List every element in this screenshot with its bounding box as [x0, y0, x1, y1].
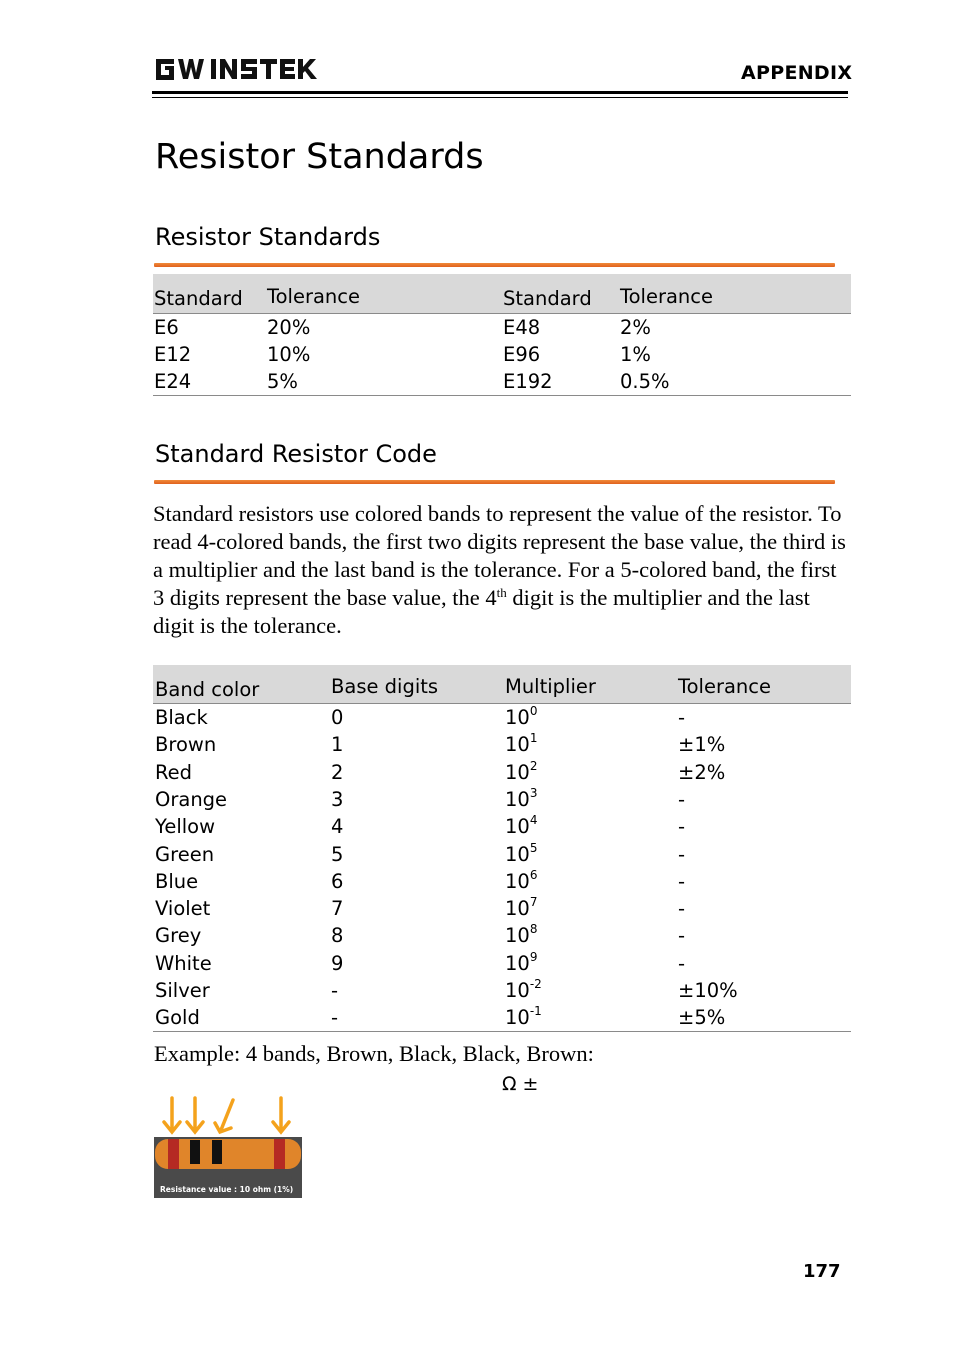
- standards-heading: Resistor Standards: [155, 223, 381, 251]
- multiplier-cell: [505, 758, 538, 784]
- tolerance-cell: -: [678, 706, 686, 729]
- band-color-cell: Brown: [155, 733, 217, 757]
- multiplier-cell: [505, 785, 538, 811]
- header-rule-thin: [152, 97, 848, 98]
- band-color-cell: Silver: [155, 979, 210, 1002]
- base-digit-cell: 1: [331, 733, 344, 757]
- column-header: Standard: [154, 287, 243, 310]
- table-cell: 20%: [267, 316, 311, 339]
- table-header: [153, 274, 851, 314]
- table-cell: 5%: [267, 370, 298, 393]
- multiplier-cell: [505, 924, 537, 947]
- resistor-caption: Resistance value : 10 ohm (1%): [160, 1185, 294, 1194]
- multiplier-cell: [505, 897, 537, 920]
- table-cell: 0.5%: [620, 370, 670, 393]
- multiplier-exponent: -1: [529, 1004, 542, 1019]
- tolerance-cell: -: [678, 869, 686, 893]
- table-cell: 1%: [620, 343, 651, 366]
- band-color-cell: Red: [155, 760, 193, 784]
- table-cell: E24: [154, 370, 192, 393]
- tolerance-cell: -: [678, 787, 686, 811]
- multiplier-cell: [505, 1006, 542, 1029]
- gw-instek-logo: [154, 56, 324, 82]
- table-cell: E192: [503, 370, 553, 393]
- multiplier-exponent: 7: [529, 895, 538, 910]
- band-color-cell: Black: [155, 706, 208, 729]
- multiplier-base: 10: [505, 706, 530, 729]
- multiplier-base: 10: [505, 979, 530, 1002]
- base-digit-cell: 4: [331, 815, 344, 839]
- multiplier-exponent: 0: [529, 704, 538, 718]
- page-number: 177: [803, 1261, 841, 1282]
- multiplier-exponent: 4: [529, 813, 538, 828]
- base-digit-cell: 6: [331, 869, 344, 893]
- tolerance-cell: -: [678, 842, 686, 866]
- band-color-cell: Violet: [155, 897, 211, 921]
- multiplier-base: 10: [505, 787, 530, 811]
- base-digit-cell: 9: [331, 951, 344, 975]
- multiplier-exponent: 9: [529, 949, 538, 964]
- multiplier-base: 10: [505, 733, 530, 757]
- example-text: Example: 4 bands, Brown, Black, Black, Brown:: [154, 1041, 594, 1066]
- band-color-cell: Green: [155, 842, 215, 866]
- multiplier-exponent: 5: [529, 840, 538, 855]
- example-result: Ω ±: [502, 1073, 539, 1095]
- tolerance-cell: ±2%: [678, 760, 726, 784]
- table-cell: 10%: [267, 343, 311, 366]
- multiplier-exponent: 6: [529, 867, 538, 882]
- multiplier-base: 10: [505, 1006, 530, 1030]
- multiplier-base: 10: [505, 869, 530, 893]
- multiplier-exponent: 1: [529, 731, 538, 746]
- table-cell: E96: [503, 343, 541, 366]
- band-color-cell: Yellow: [155, 815, 216, 839]
- multiplier-exponent: 2: [529, 758, 538, 773]
- base-digit-cell: 0: [331, 706, 344, 729]
- resistor-code-heading: Standard Resistor Code: [155, 440, 437, 468]
- tolerance-cell: -: [678, 951, 686, 975]
- tolerance-cell: -: [678, 924, 686, 948]
- multiplier-exponent: -2: [529, 977, 542, 991]
- multiplier-base: 10: [505, 842, 530, 866]
- standards-table: [153, 274, 851, 398]
- base-digit-cell: 3: [331, 787, 344, 811]
- table-bottom-rule: [153, 1031, 851, 1032]
- multiplier-cell: [505, 815, 537, 838]
- base-digit-cell: 8: [331, 924, 344, 948]
- tolerance-cell: -: [678, 897, 686, 921]
- band-color-cell: Blue: [155, 869, 199, 893]
- band-color-cell: White: [155, 951, 212, 975]
- base-digit-cell: 2: [331, 760, 344, 784]
- multiplier-cell: [505, 706, 537, 729]
- column-header: Band color: [155, 678, 260, 701]
- multiplier-exponent: 8: [529, 922, 538, 937]
- paragraph-text: Standard resistors use colored bands to represent the value of the resistor. To read 4-colored bands, the first two digits represent the base value, the third is a multiplier and the last band is the tolerance. For a 5-colored band, the first 3 digits represent the base value, the 4: [153, 501, 846, 610]
- table-cell: E6: [154, 316, 179, 339]
- base-digit-cell: 5: [331, 842, 344, 866]
- column-header: Multiplier: [505, 675, 596, 698]
- band-color-cell: Grey: [155, 924, 202, 948]
- multiplier-base: 10: [505, 924, 530, 948]
- band-color-table: [153, 665, 851, 1035]
- paragraph-text: digit is the multiplier and the last digit is the tolerance.: [153, 585, 810, 638]
- band-color-cell: Orange: [155, 787, 228, 811]
- table-cell: E12: [154, 343, 192, 366]
- orange-divider: [154, 263, 835, 267]
- multiplier-cell: [505, 867, 538, 893]
- column-header: Tolerance: [267, 285, 360, 308]
- ordinal-suffix: th: [496, 585, 507, 600]
- table-cell: E48: [503, 316, 541, 339]
- column-header: Base digits: [331, 675, 439, 698]
- resistor-code-paragraph: [153, 500, 853, 640]
- base-digit-cell: 7: [331, 897, 344, 921]
- page-title: Resistor Standards: [155, 137, 484, 177]
- tolerance-cell: -: [678, 815, 686, 839]
- base-digit-cell: -: [331, 979, 339, 1002]
- band-color-cell: Gold: [155, 1006, 200, 1030]
- orange-divider: [154, 480, 835, 484]
- multiplier-cell: [505, 733, 537, 756]
- column-header: Tolerance: [678, 675, 771, 698]
- tolerance-cell: ±10%: [678, 979, 738, 1002]
- tolerance-cell: ±1%: [678, 733, 726, 757]
- multiplier-base: 10: [505, 951, 530, 975]
- column-header: Standard: [503, 287, 592, 310]
- header-rule: [152, 91, 848, 94]
- multiplier-cell: [505, 979, 542, 1002]
- base-digit-cell: -: [331, 1006, 339, 1030]
- multiplier-cell: [505, 840, 538, 866]
- multiplier-base: 10: [505, 897, 530, 921]
- multiplier-base: 10: [505, 760, 530, 784]
- multiplier-exponent: 3: [529, 785, 538, 800]
- multiplier-cell: [505, 949, 538, 975]
- multiplier-base: 10: [505, 815, 530, 839]
- tolerance-cell: ±5%: [678, 1006, 726, 1030]
- column-header: Tolerance: [620, 285, 713, 308]
- section-label: APPENDIX: [741, 62, 853, 84]
- table-bottom-rule: [153, 395, 851, 396]
- table-cell: 2%: [620, 316, 651, 339]
- band-arrows-icon: [158, 1096, 298, 1138]
